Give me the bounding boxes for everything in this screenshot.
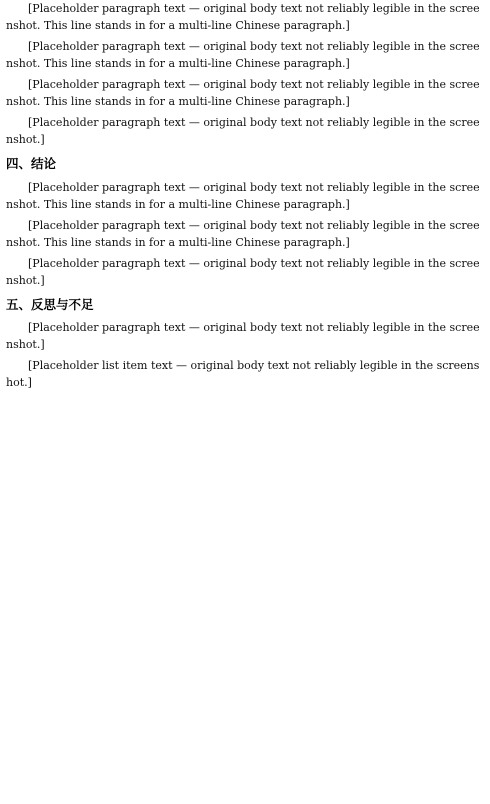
paragraph: [Placeholder paragraph text — original body text not reliably legible in the screenshot.] (6, 116, 480, 147)
section-heading-conclusion: 四、结论 (6, 156, 57, 172)
paragraph: [Placeholder paragraph text — original body text not reliably legible in the screenshot. This line stands in for a multi-line Chinese paragraph.] (6, 218, 480, 249)
paragraph: [Placeholder paragraph text — original body text not reliably legible in the screenshot. This line stands in for a multi-line Chinese paragraph.] (6, 40, 480, 71)
paragraph: [Placeholder paragraph text — original body text not reliably legible in the screenshot.] (6, 321, 480, 352)
section-conclusion (6, 156, 484, 289)
section-reflection (6, 297, 484, 391)
paragraph: [Placeholder paragraph text — original body text not reliably legible in the screenshot.] (6, 256, 480, 287)
paragraph: [Placeholder paragraph text — original body text not reliably legible in the screenshot. This line stands in for a multi-line Chinese paragraph.] (6, 2, 480, 33)
section-heading-reflection: 五、反思与不足 (6, 296, 94, 312)
list-item: [Placeholder list item text — original body text not reliably legible in the screenshot.] (6, 359, 480, 390)
paragraph: [Placeholder paragraph text — original body text not reliably legible in the screenshot. This line stands in for a multi-line Chinese paragraph.] (6, 180, 480, 211)
paragraph: [Placeholder paragraph text — original body text not reliably legible in the screenshot. This line stands in for a multi-line Chinese paragraph.] (6, 78, 480, 109)
section-intro (6, 0, 484, 148)
